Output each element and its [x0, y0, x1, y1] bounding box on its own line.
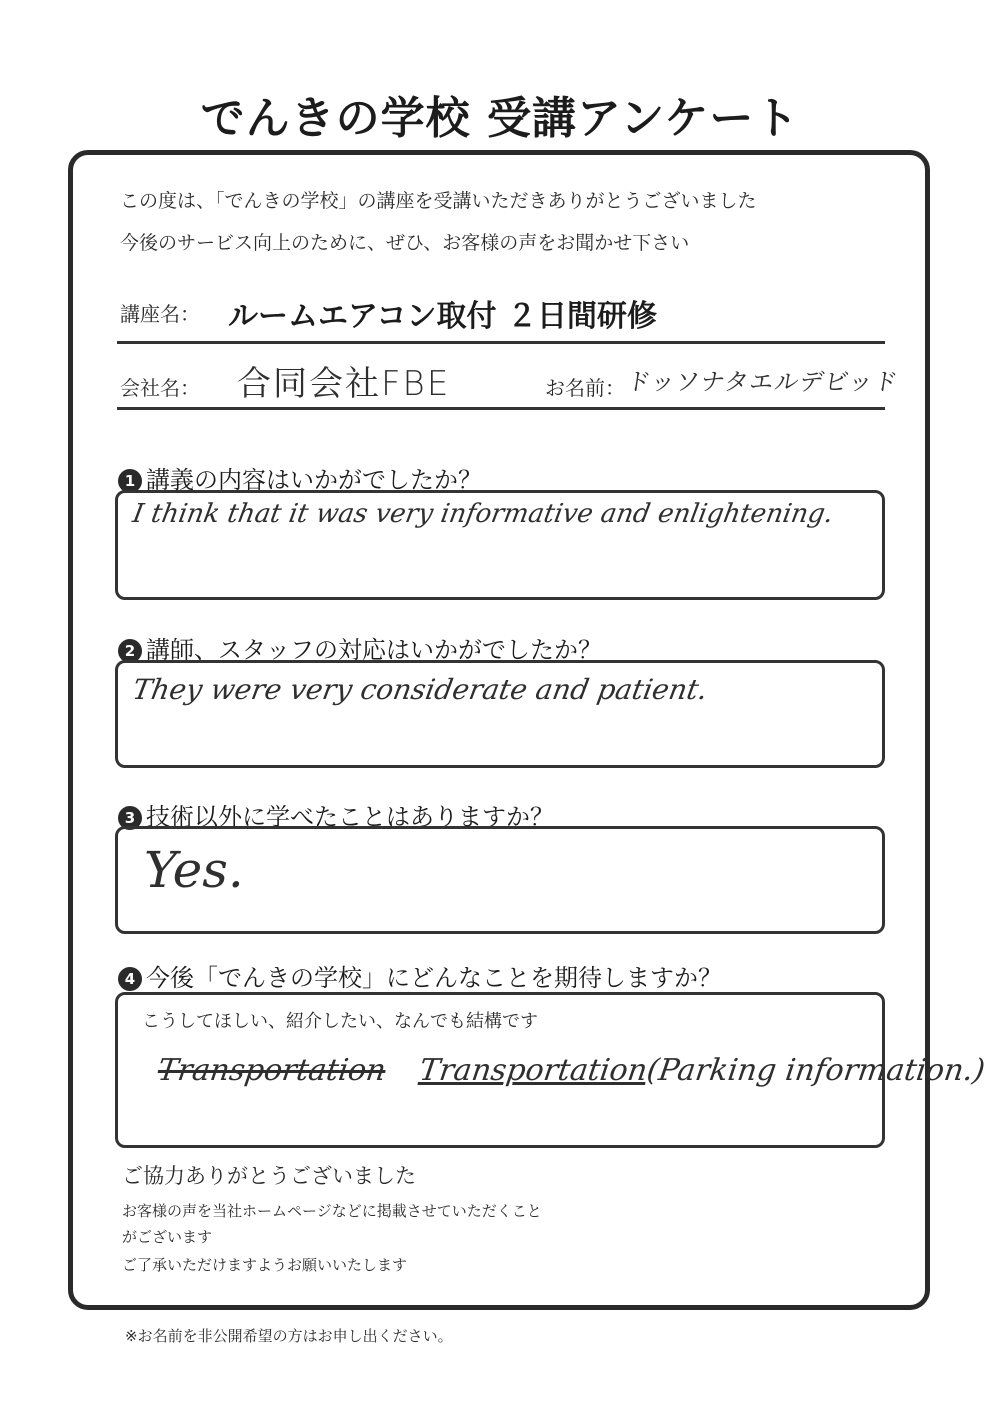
- intro-line-1: この度は、「でんきの学校」の講座を受講いただきありがとうございました: [120, 190, 757, 212]
- course-field: [120, 298, 657, 334]
- notice-line-3: ご了承いただけますようお願いいたします: [122, 1256, 408, 1274]
- name-label: お名前：: [545, 376, 625, 400]
- answer-3: Yes.: [144, 841, 244, 899]
- notice-line-2: がございます: [122, 1228, 213, 1246]
- answer-4-main-word: Transportation: [417, 1053, 650, 1088]
- name-value: ドッソナタエルデビッド: [624, 368, 901, 396]
- question-text-3: 技術以外に学べたことはありますか？: [146, 803, 554, 831]
- answer-box-4: [115, 992, 988, 1148]
- course-underline: [117, 341, 885, 344]
- answer-box-3: [115, 826, 885, 934]
- answer-4-hint: こうしてほしい、紹介したい、なんでも結構です: [142, 1011, 538, 1032]
- answer-1: I think that it was very informative and enlightening.: [130, 499, 836, 529]
- intro-line-2: 今後のサービス向上のために、ぜひ、お客様の声をお聞かせ下さい: [120, 232, 690, 254]
- page-title: でんきの学校 受講アンケート: [200, 93, 800, 144]
- answer-box-2: [115, 660, 885, 768]
- question-number-2: 2: [118, 639, 142, 663]
- question-text-1: 講義の内容はいかがでしたか？: [146, 466, 482, 494]
- footer-note: ※お名前を非公開希望の方はお申し出ください。: [125, 1327, 453, 1345]
- question-4: [118, 958, 722, 993]
- question-text-2: 講師、スタッフの対応はいかがでしたか？: [146, 636, 602, 664]
- answer-4-struck-word: Transportation: [155, 1053, 389, 1088]
- notice-line-1: お客様の声を当社ホームページなどに掲載させていただくこと: [122, 1202, 542, 1220]
- answer-4-rest: (Parking information.): [644, 1053, 988, 1088]
- question-number-4: 4: [118, 967, 142, 991]
- name-field: [545, 368, 901, 401]
- course-label: 講座名：: [120, 302, 200, 326]
- question-text-4: 今後「でんきの学校」にどんなことを期待しますか？: [146, 964, 722, 992]
- course-value: ルームエアコン取付 ２日間研修: [228, 299, 657, 334]
- company-underline: [117, 407, 885, 410]
- question-number-3: 3: [118, 806, 142, 830]
- company-label: 会社名：: [120, 376, 200, 400]
- company-value: 合同会社FBE: [237, 364, 451, 404]
- thanks-text: ご協力ありがとうございました: [122, 1164, 416, 1188]
- answer-4: [156, 1053, 988, 1088]
- question-number-1: 1: [118, 469, 142, 493]
- answer-2: They were very considerate and patient.: [130, 673, 711, 706]
- answer-box-1: [115, 490, 885, 600]
- company-field: [120, 364, 451, 404]
